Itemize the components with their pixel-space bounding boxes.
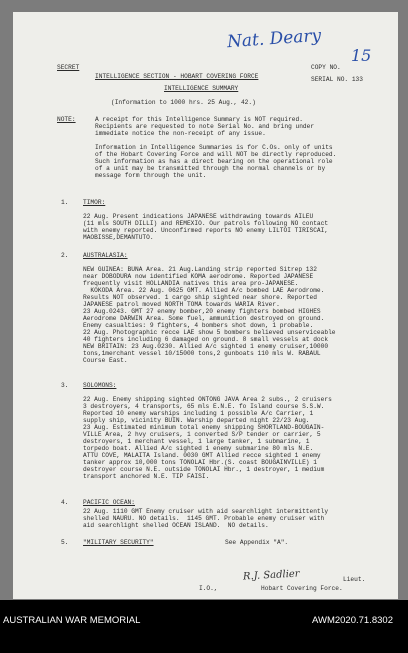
australasia-line: 40 fighters including 6 damaged on ground. 8 small vessels at dock <box>83 336 329 343</box>
note-label: NOTE: <box>57 116 76 123</box>
australasia-line: Aerodrome DARWIN Area. Some fuel, ammunition destroyed on ground. <box>83 315 325 322</box>
australasia-line: Course East. <box>83 357 128 364</box>
section-heading: INTELLIGENCE SECTION - HOBART COVERING FORCE <box>95 73 259 80</box>
solomons-line: VILLE Area, 2 hvy cruisers, 1 converted S/P tender or carrier, 5 <box>83 431 321 438</box>
australasia-line: Results NOT observed. 1 cargo ship sighted near shore. Reported <box>83 294 317 301</box>
section-title-pacific: PACIFIC OCEAN: <box>83 499 135 506</box>
note-line: immediate notice the non-receipt of any issue. <box>95 130 266 137</box>
timor-line: with enemy reported. Unconfirmed reports NO enemy LILTOI TIRISCAI, <box>83 227 329 234</box>
section-title-solomons: SOLOMONS: <box>83 382 117 389</box>
section-title-timor: TIMOR: <box>83 199 106 206</box>
australasia-line: NEW BRITAIN: 23 Aug.0230. Allied A/c sighted 1 enemy cruiser,10000 <box>83 343 329 350</box>
secret-label: SECRET <box>57 64 80 71</box>
note-paragraph-line: message form through the unit. <box>95 172 207 179</box>
copy-number: 15 <box>351 46 372 65</box>
pacific-line: 22 Aug. 1110 GMT Enemy cruiser with aid searchlight intermittently <box>83 508 329 515</box>
summary-heading: INTELLIGENCE SUMMARY <box>164 85 239 92</box>
solomons-line: torpedo boat. Allied A/c sighted 1 enemy submarine 80 mls N.E. <box>83 445 314 452</box>
solomons-line: transport anchored N.E. TIP FAISI. <box>83 473 210 480</box>
signoff-rank: Lieut. <box>343 576 366 583</box>
solomons-line: 22 Aug. Enemy shipping sighted ONTONG JAVA Area 2 subs., 2 cruisers <box>83 396 332 403</box>
signoff-io: I.O., <box>199 585 218 592</box>
timor-line: 22 Aug. Present indications JAPANESE withdrawing towards AILEU <box>83 213 314 220</box>
note-line: A receipt for this Intelligence Summary is NOT required. <box>95 116 303 123</box>
solomons-line: ATTU COVE, MALAITA Island. 0030 GMT Allied recce sighted 1 enemy <box>83 452 321 459</box>
timor-line: MAOBISSE,DEMANTUTO. <box>83 234 154 241</box>
section-number: 4. <box>61 499 69 506</box>
section-title-military: "MILITARY SECURITY" <box>83 539 154 546</box>
note-paragraph-line: Such information as has a direct bearing on the operational role <box>95 158 333 165</box>
signature: R.J. Sadlier <box>242 568 300 583</box>
australasia-line: 23 Aug.0243. GMT 27 enemy bomber,20 enemy fighters bombed HIGHES <box>83 308 321 315</box>
solomons-line: 23 Aug. Estimated minimum total enemy shipping SHORTLAND-BOUGAIN- <box>83 424 325 431</box>
pacific-line: aid searchlight shelled OCEAN ISLAND. NO details. <box>83 522 269 529</box>
australasia-line: Enemy casualties: 9 fighters, 4 bombers shot down, 1 probable. <box>83 322 314 329</box>
australasia-line: NEW GUINEA: BUNA Area. 21 Aug.Landing strip reported Sitrep 132 <box>83 266 317 273</box>
handwritten-note: Nat. Deary <box>226 25 322 53</box>
australasia-line: JAPANESE patrol moved NORTH TOMA towards WARIA River. <box>83 301 280 308</box>
footer-accession-number: AWM2020.71.8302 <box>312 615 393 626</box>
solomons-line: 3 destroyers, 4 transports, 65 mls E.N.E. fo Island course S.S.W. <box>83 403 325 410</box>
document-page <box>13 12 398 599</box>
section-title-australasia: AUSTRALASIA: <box>83 252 128 259</box>
pacific-line: shelled NAURU. NO details. 1145 GMT. Probable enemy cruiser with <box>83 515 325 522</box>
australasia-line: tons,1merchant vessel 10/15000 tons,2 gunboats 110 mls W. RABAUL <box>83 350 321 357</box>
solomons-line: tanker approx 10,000 tons TONOLAI Hbr.(S. coast BOUGAINVILLE) 1 <box>83 459 317 466</box>
solomons-line: Reported 10 enemy warships including 1 possible A/c Carrier, 1 <box>83 410 314 417</box>
note-line: Recipients are requested to note Serial No. and bring under <box>95 123 315 130</box>
section-number: 3. <box>61 382 69 389</box>
australasia-line: KOKODA Area. 22 Aug. 0625 GMT. Allied A/c bombed LAE Aerodrome. <box>83 287 325 294</box>
section-number: 1. <box>61 199 69 206</box>
copy-label: COPY NO. <box>311 64 341 71</box>
note-paragraph-line: Information in Intelligence Summaries is for C.Os. only of units <box>95 144 333 151</box>
solomons-line: supply ship, vicinity BUIN. Warship departed night 22/23 Aug. <box>83 417 310 424</box>
info-line: (Information to 1000 hrs. 25 Aug., 42.) <box>111 99 256 106</box>
australasia-line: frequently visit HOLLANDIA natives this area pro-JAPANESE. <box>83 280 299 287</box>
signoff-unit: Hobart Covering Force. <box>261 585 343 592</box>
note-paragraph-line: of the Hobart Covering Force and will NOT be directly reproduced. <box>95 151 337 158</box>
footer-bar <box>0 600 408 653</box>
section-number: 5. <box>61 539 69 546</box>
serial-number: SERIAL NO. 133 <box>311 76 363 83</box>
australasia-line: 22 Aug. Photographic recce LAE show 5 bombers believed unserviceable <box>83 329 336 336</box>
australasia-line: near DOBODURA now identified KOMA aerodrome. Reported JAPANESE <box>83 273 314 280</box>
solomons-line: destroyer course N.E. outside TONOLAI Hbr., 1 destroyer, 1 medium <box>83 466 325 473</box>
timor-line: (11 mls SOUTH DILLI) and REMEXIO. Our patrols following NO contact <box>83 220 329 227</box>
note-paragraph-line: of a unit may be transmitted through the normal channels or by <box>95 165 326 172</box>
appendix-reference: See Appendix "A". <box>225 539 289 546</box>
solomons-line: destroyers, 1 merchant vessel, 1 large tanker, 1 submarine, 1 <box>83 438 310 445</box>
section-number: 2. <box>61 252 69 259</box>
footer-institution: AUSTRALIAN WAR MEMORIAL <box>3 615 141 626</box>
